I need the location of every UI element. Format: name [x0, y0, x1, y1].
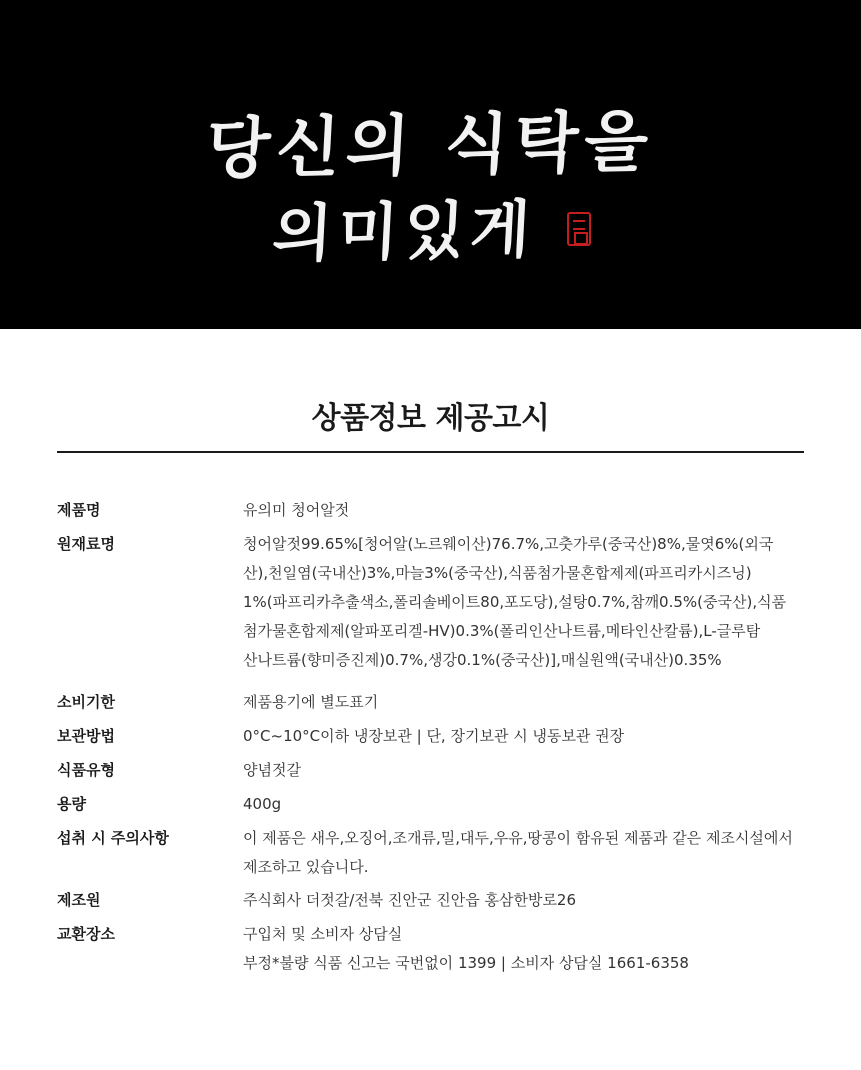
row-value — [243, 886, 803, 915]
row-label: 원재료명 — [57, 535, 115, 553]
value-line: 유의미 청어알젓 — [243, 501, 350, 519]
row-label: 교환장소 — [57, 925, 115, 943]
row-value — [243, 756, 803, 785]
value-line: 산),천일염(국내산)3%,마늘3%(중국산),식품첨가물혼합제제(파프리카시즈닝) — [243, 564, 752, 582]
row-value — [243, 824, 803, 882]
value-line: 400g — [243, 795, 282, 813]
value-line: 1%(파프리카추출색소,폴리솔베이트80,포도당),설탕0.7%,참깨0.5%(중국산),식품 — [243, 593, 787, 611]
row-label: 섭취 시 주의사항 — [57, 829, 169, 847]
value-line: 부정*불량 식품 신고는 국번없이 1399 | 소비자 상담실 1661-6358 — [243, 954, 689, 972]
section-title: 상품정보 제공고시 — [311, 401, 550, 436]
row-label: 용량 — [57, 795, 86, 813]
value-line: 청어알젓99.65%[청어알(노르웨이산)76.7%,고춧가루(중국산)8%,물엿6%(외국 — [243, 535, 774, 553]
row-value — [243, 920, 803, 978]
value-line: 이 제품은 새우,오징어,조개류,밀,대두,우유,땅콩이 함유된 제품과 같은 제조시설에서 — [243, 829, 793, 847]
title-divider — [57, 451, 804, 453]
row-label: 제품명 — [57, 501, 101, 519]
row-label: 식품유형 — [57, 761, 115, 779]
value-line: 양념젓갈 — [243, 761, 301, 779]
value-line: 0°C~10°C이하 냉장보관 | 단, 장기보관 시 냉동보관 권장 — [243, 727, 625, 745]
value-line: 구입처 및 소비자 상담실 — [243, 925, 403, 943]
value-line: 산나트륨(향미증진제)0.7%,생강0.1%(중국산)],매실원액(국내산)0.35% — [243, 651, 722, 669]
row-label: 보관방법 — [57, 727, 115, 745]
row-label: 제조원 — [57, 891, 101, 909]
row-value — [243, 530, 803, 675]
row-label: 소비기한 — [57, 693, 115, 711]
row-value — [243, 790, 803, 819]
value-line: 제조하고 있습니다. — [243, 858, 369, 876]
value-line: 주식회사 더젓갈/전북 진안군 진안읍 홍삼한방로26 — [243, 891, 577, 909]
row-value — [243, 688, 803, 717]
row-value — [243, 722, 803, 751]
hero-banner — [0, 0, 861, 329]
row-value — [243, 496, 803, 525]
calligraphy-line-2: 의미있게 — [270, 192, 538, 271]
calligraphy-line-1: 당신의 식탁을 — [204, 102, 656, 188]
red-seal-stamp-icon — [567, 212, 591, 246]
value-line: 첨가물혼합제제(알파포리겔-HV)0.3%(폴리인산나트륨,메타인산칼륨),L-글루탐 — [243, 622, 761, 640]
value-line: 제품용기에 별도표기 — [243, 693, 379, 711]
